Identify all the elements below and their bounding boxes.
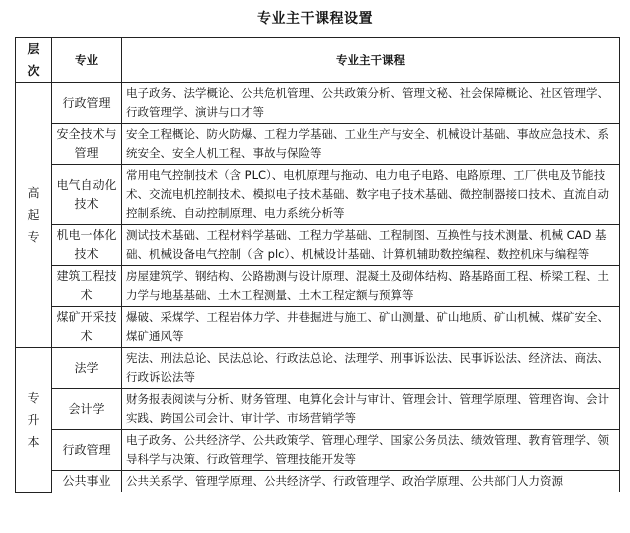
level-char: 专 bbox=[27, 230, 40, 244]
table-row bbox=[16, 430, 620, 471]
major-cell: 煤矿开采技术 bbox=[52, 307, 122, 348]
courses-cell: 安全工程概论、防火防爆、工程力学基础、工业生产与安全、机械设计基础、事故应急技术、系统安全、安全人机工程、事故与保险等 bbox=[122, 124, 620, 165]
level-group-gaoqizhuan bbox=[16, 83, 620, 348]
level-header-char: 层 bbox=[27, 42, 40, 56]
courses-cell: 财务报表阅读与分析、财务管理、电算化会计与审计、管理会计、管理学原理、管理咨询、会计实践、跨国公司会计、审计学、市场营销学等 bbox=[122, 389, 620, 430]
courses-column-header: 专业主干课程 bbox=[122, 38, 620, 83]
courses-cell: 电子政务、法学概论、公共危机管理、公共政策分析、管理文秘、社会保障概论、社区管理学、行政管理学、演讲与口才等 bbox=[122, 83, 620, 124]
level-char: 专 bbox=[27, 390, 40, 405]
major-cell: 机电一体化技术 bbox=[52, 225, 122, 266]
table-row bbox=[16, 225, 620, 266]
level-header-char: 次 bbox=[27, 64, 40, 78]
major-cell: 建筑工程技术 bbox=[52, 266, 122, 307]
courses-cell: 电子政务、公共经济学、公共政策学、管理心理学、国家公务员法、绩效管理、教育管理学、领导科学与决策、行政管理学、管理技能开发等 bbox=[122, 430, 620, 471]
courses-cell: 房屋建筑学、钢结构、公路勘测与设计原理、混凝土及砌体结构、路基路面工程、桥梁工程、土力学与地基基础、土木工程测量、土木工程定额与预算等 bbox=[122, 266, 620, 307]
page-title: 专业主干课程设置 bbox=[257, 11, 373, 27]
courses-cell: 宪法、刑法总论、民法总论、行政法总论、法理学、刑事诉讼法、民事诉讼法、经济法、商法、行政诉讼法等 bbox=[122, 348, 620, 389]
table-row bbox=[16, 124, 620, 165]
level-char: 本 bbox=[27, 434, 40, 449]
curriculum-table bbox=[15, 37, 620, 493]
level-column-header bbox=[16, 38, 52, 83]
major-cell: 安全技术与管理 bbox=[52, 124, 122, 165]
major-column-header: 专业 bbox=[52, 38, 122, 83]
major-cell: 会计学 bbox=[52, 389, 122, 430]
courses-cell: 常用电气控制技术（含 PLC）、电机原理与拖动、电力电子电路、电路原理、工厂供电及节能技术、交流电机控制技术、模拟电子技术基础、数字电子技术基础、微控制器接口技术、直流自动控制系统、自动控制原理、电力系统分析等 bbox=[122, 165, 620, 225]
courses-cell: 爆破、采煤学、工程岩体力学、井巷掘进与施工、矿山测量、矿山地质、矿山机械、煤矿安全、煤矿通风等 bbox=[122, 307, 620, 348]
table-row bbox=[16, 348, 620, 389]
table-row bbox=[16, 389, 620, 430]
table-row bbox=[16, 165, 620, 225]
level-cell bbox=[16, 348, 52, 493]
courses-cell: 测试技术基础、工程材料学基础、工程力学基础、工程制图、互换性与技术测量、机械 CAD 基础、机械设备电气控制（含 plc）、机械设计基础、计算机辅助数控编程、数控机床与编程等 bbox=[122, 225, 620, 266]
major-cell: 法学 bbox=[52, 348, 122, 389]
major-cell: 公共事业 bbox=[52, 471, 122, 493]
table-row bbox=[16, 83, 620, 124]
table-row bbox=[16, 307, 620, 348]
courses-cell: 公共关系学、管理学原理、公共经济学、行政管理学、政治学原理、公共部门人力资源 bbox=[122, 471, 620, 493]
level-group-zhuanshengben bbox=[16, 348, 620, 493]
level-char: 高 bbox=[27, 186, 40, 200]
table-header-row bbox=[16, 38, 620, 83]
major-cell: 行政管理 bbox=[52, 430, 122, 471]
level-char: 起 bbox=[27, 208, 40, 222]
level-cell bbox=[16, 83, 52, 348]
table-row bbox=[16, 266, 620, 307]
level-char: 升 bbox=[27, 412, 40, 427]
table-row bbox=[16, 471, 620, 493]
major-cell: 电气自动化技术 bbox=[52, 165, 122, 225]
major-cell: 行政管理 bbox=[52, 83, 122, 124]
